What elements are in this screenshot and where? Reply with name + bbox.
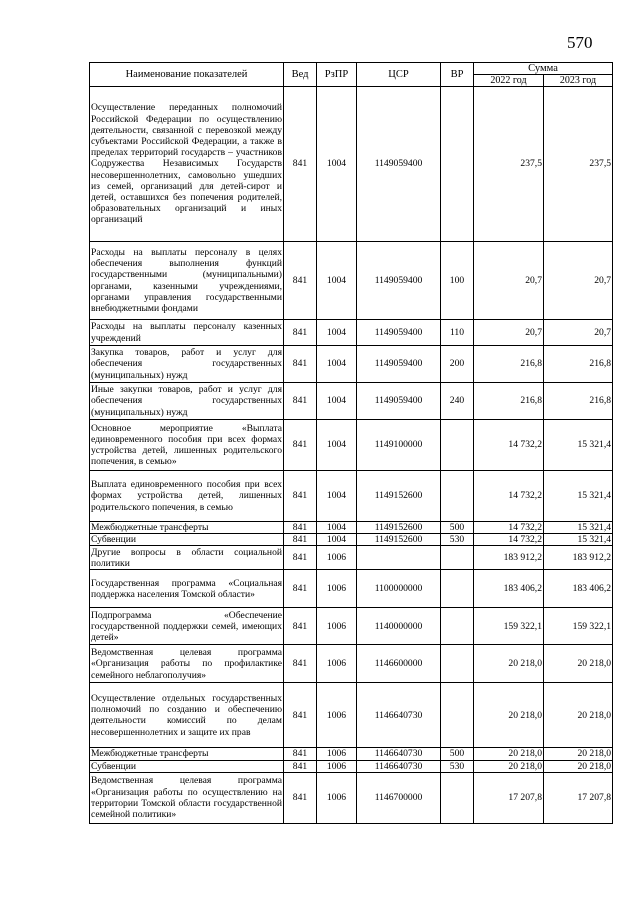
header-vr: ВР bbox=[441, 63, 474, 87]
row-amount-2023: 20 218,0 bbox=[544, 645, 613, 683]
row-amount-2023: 159 322,1 bbox=[544, 608, 613, 645]
header-year-2022: 2022 год bbox=[474, 75, 544, 87]
row-ved: 841 bbox=[284, 346, 317, 383]
row-csr: 1149059400 bbox=[357, 242, 441, 320]
table-row bbox=[90, 608, 613, 645]
row-vr bbox=[441, 645, 474, 683]
row-rzpr: 1006 bbox=[317, 772, 357, 823]
row-name: Основное мероприятие «Выплата единовременного пособия при всех формах устройства детей, лишенных родительского попечения, в семью» bbox=[90, 420, 284, 471]
row-amount-2023: 20 218,0 bbox=[544, 683, 613, 748]
row-vr: 530 bbox=[441, 534, 474, 546]
row-amount-2023: 20,7 bbox=[544, 320, 613, 346]
row-rzpr: 1004 bbox=[317, 242, 357, 320]
row-ved: 841 bbox=[284, 522, 317, 534]
row-amount-2023: 183 406,2 bbox=[544, 570, 613, 608]
row-csr: 1146640730 bbox=[357, 748, 441, 760]
row-amount-2023: 15 321,4 bbox=[544, 522, 613, 534]
row-amount-2022: 20 218,0 bbox=[474, 748, 544, 760]
row-vr: 530 bbox=[441, 760, 474, 772]
row-csr: 1149152600 bbox=[357, 471, 441, 522]
row-csr: 1140000000 bbox=[357, 608, 441, 645]
row-name: Межбюджетные трансферты bbox=[90, 748, 284, 760]
page-number: 570 bbox=[567, 33, 593, 52]
row-amount-2022: 183 406,2 bbox=[474, 570, 544, 608]
row-amount-2022: 14 732,2 bbox=[474, 420, 544, 471]
row-ved: 841 bbox=[284, 683, 317, 748]
row-vr: 110 bbox=[441, 320, 474, 346]
row-amount-2023: 15 321,4 bbox=[544, 420, 613, 471]
row-amount-2022: 14 732,2 bbox=[474, 522, 544, 534]
row-ved: 841 bbox=[284, 420, 317, 471]
row-vr bbox=[441, 471, 474, 522]
row-vr bbox=[441, 420, 474, 471]
row-rzpr: 1006 bbox=[317, 748, 357, 760]
row-rzpr: 1006 bbox=[317, 683, 357, 748]
row-amount-2023: 216,8 bbox=[544, 346, 613, 383]
row-vr: 100 bbox=[441, 242, 474, 320]
table-row bbox=[90, 383, 613, 420]
row-amount-2023: 20 218,0 bbox=[544, 748, 613, 760]
row-ved: 841 bbox=[284, 645, 317, 683]
row-vr bbox=[441, 683, 474, 748]
row-name: Выплата единовременного пособия при всех формах устройства детей, лишенных родительского попечения, в семью bbox=[90, 471, 284, 522]
row-csr: 1146640730 bbox=[357, 683, 441, 748]
row-vr: 200 bbox=[441, 346, 474, 383]
row-name: Межбюджетные трансферты bbox=[90, 522, 284, 534]
header-name: Наименование показателей bbox=[90, 63, 284, 87]
row-ved: 841 bbox=[284, 471, 317, 522]
row-vr bbox=[441, 570, 474, 608]
row-vr: 500 bbox=[441, 522, 474, 534]
row-amount-2022: 237,5 bbox=[474, 87, 544, 242]
table-body bbox=[90, 87, 613, 824]
row-name: Закупка товаров, работ и услуг для обеспечения государственных (муниципальных) нужд bbox=[91, 347, 282, 381]
table-row bbox=[90, 645, 613, 683]
row-vr bbox=[441, 546, 474, 570]
table-row bbox=[90, 570, 613, 608]
row-name: Расходы на выплаты персоналу казенных учреждений bbox=[91, 321, 282, 344]
row-rzpr: 1004 bbox=[317, 383, 357, 420]
row-amount-2022: 20,7 bbox=[474, 242, 544, 320]
row-rzpr: 1004 bbox=[317, 346, 357, 383]
row-amount-2022: 159 322,1 bbox=[474, 608, 544, 645]
row-amount-2023: 15 321,4 bbox=[544, 534, 613, 546]
table-row bbox=[90, 748, 613, 760]
row-rzpr: 1004 bbox=[317, 320, 357, 346]
row-name: Подпрограмма «Обеспечение государственной поддержки семей, имеющих детей» bbox=[91, 609, 282, 643]
row-csr: 1149152600 bbox=[357, 522, 441, 534]
row-name: Ведомственная целевая программа «Организация работы по осуществлению на территории Томской области государственной семейной политики» bbox=[90, 772, 284, 823]
budget-table bbox=[89, 62, 613, 824]
row-csr: 1149059400 bbox=[357, 320, 441, 346]
row-name: Осуществление переданных полномочий Российской Федерации по осуществлению деятельности, связанной с перевозкой между субъектами Российской Федерации, а также в пределах территорий государств – участников Содружества Независимых Государств несовершеннолетних, самовольно ушедших из семей, организаций для детей-сирот и детей, оставшихся без попечения родителей, образовательных организаций и иных организаций bbox=[90, 87, 284, 242]
row-csr: 1146640730 bbox=[357, 760, 441, 772]
row-name: Субвенции bbox=[90, 760, 284, 772]
row-name: Государственная программа «Социальная поддержка населения Томской области» bbox=[90, 570, 284, 608]
table-row bbox=[90, 760, 613, 772]
row-name: Осуществление отдельных государственных полномочий по созданию и обеспечению деятельности комиссий по делам несовершеннолетних и защите их прав bbox=[90, 683, 284, 748]
row-amount-2022: 20,7 bbox=[474, 320, 544, 346]
table-row bbox=[90, 546, 613, 570]
header-rzpr: РзПР bbox=[317, 63, 357, 87]
row-csr: 1146700000 bbox=[357, 772, 441, 823]
row-name: Ведомственная целевая программа «Организация работы по профилактике семейного неблагополучия» bbox=[90, 645, 284, 683]
row-amount-2023: 237,5 bbox=[544, 87, 613, 242]
row-amount-2023: 183 912,2 bbox=[544, 546, 613, 570]
row-vr bbox=[441, 772, 474, 823]
row-name: Иные закупки товаров, работ и услуг для обеспечения государственных (муниципальных) нужд bbox=[91, 384, 282, 418]
row-rzpr: 1006 bbox=[317, 608, 357, 645]
row-vr: 500 bbox=[441, 748, 474, 760]
row-name: Другие вопросы в области социальной политики bbox=[91, 546, 282, 569]
row-rzpr: 1006 bbox=[317, 645, 357, 683]
row-amount-2022: 14 732,2 bbox=[474, 534, 544, 546]
table-row bbox=[90, 346, 613, 383]
row-rzpr: 1004 bbox=[317, 420, 357, 471]
row-ved: 841 bbox=[284, 534, 317, 546]
row-amount-2022: 20 218,0 bbox=[474, 760, 544, 772]
row-amount-2022: 20 218,0 bbox=[474, 683, 544, 748]
row-rzpr: 1004 bbox=[317, 87, 357, 242]
table-row bbox=[90, 420, 613, 471]
row-csr bbox=[357, 546, 441, 570]
row-name: Расходы на выплаты персоналу в целях обеспечения выполнения функций государственными (муниципальными) органами, казенными учреждениями, органами управления государственными внебюджетными фондами bbox=[90, 242, 284, 320]
table-row bbox=[90, 471, 613, 522]
row-csr: 1149059400 bbox=[357, 87, 441, 242]
table-row bbox=[90, 772, 613, 823]
row-ved: 841 bbox=[284, 383, 317, 420]
row-amount-2023: 15 321,4 bbox=[544, 471, 613, 522]
row-rzpr: 1006 bbox=[317, 546, 357, 570]
row-vr: 240 bbox=[441, 383, 474, 420]
row-ved: 841 bbox=[284, 320, 317, 346]
row-rzpr: 1006 bbox=[317, 570, 357, 608]
row-rzpr: 1004 bbox=[317, 522, 357, 534]
row-vr bbox=[441, 87, 474, 242]
row-ved: 841 bbox=[284, 608, 317, 645]
row-name: Субвенции bbox=[90, 534, 284, 546]
row-amount-2023: 216,8 bbox=[544, 383, 613, 420]
row-ved: 841 bbox=[284, 87, 317, 242]
table-row bbox=[90, 320, 613, 346]
row-amount-2022: 20 218,0 bbox=[474, 645, 544, 683]
row-rzpr: 1004 bbox=[317, 534, 357, 546]
row-amount-2022: 17 207,8 bbox=[474, 772, 544, 823]
row-ved: 841 bbox=[284, 760, 317, 772]
row-amount-2022: 183 912,2 bbox=[474, 546, 544, 570]
header-ved: Вед bbox=[284, 63, 317, 87]
row-ved: 841 bbox=[284, 772, 317, 823]
row-csr: 1146600000 bbox=[357, 645, 441, 683]
table-row bbox=[90, 242, 613, 320]
row-csr: 1149059400 bbox=[357, 383, 441, 420]
row-amount-2023: 20 218,0 bbox=[544, 760, 613, 772]
row-csr: 1100000000 bbox=[357, 570, 441, 608]
header-year-2023: 2023 год bbox=[544, 75, 613, 87]
row-rzpr: 1004 bbox=[317, 471, 357, 522]
row-ved: 841 bbox=[284, 748, 317, 760]
row-amount-2023: 17 207,8 bbox=[544, 772, 613, 823]
row-csr: 1149152600 bbox=[357, 534, 441, 546]
row-ved: 841 bbox=[284, 570, 317, 608]
table-row bbox=[90, 534, 613, 546]
row-csr: 1149100000 bbox=[357, 420, 441, 471]
row-vr bbox=[441, 608, 474, 645]
row-amount-2022: 14 732,2 bbox=[474, 471, 544, 522]
table-row bbox=[90, 522, 613, 534]
row-amount-2022: 216,8 bbox=[474, 383, 544, 420]
row-amount-2022: 216,8 bbox=[474, 346, 544, 383]
header-csr: ЦСР bbox=[357, 63, 441, 87]
row-amount-2023: 20,7 bbox=[544, 242, 613, 320]
table-row bbox=[90, 87, 613, 242]
row-rzpr: 1006 bbox=[317, 760, 357, 772]
row-ved: 841 bbox=[284, 546, 317, 570]
header-sum: Сумма bbox=[474, 63, 613, 75]
row-csr: 1149059400 bbox=[357, 346, 441, 383]
row-ved: 841 bbox=[284, 242, 317, 320]
table-row bbox=[90, 683, 613, 748]
